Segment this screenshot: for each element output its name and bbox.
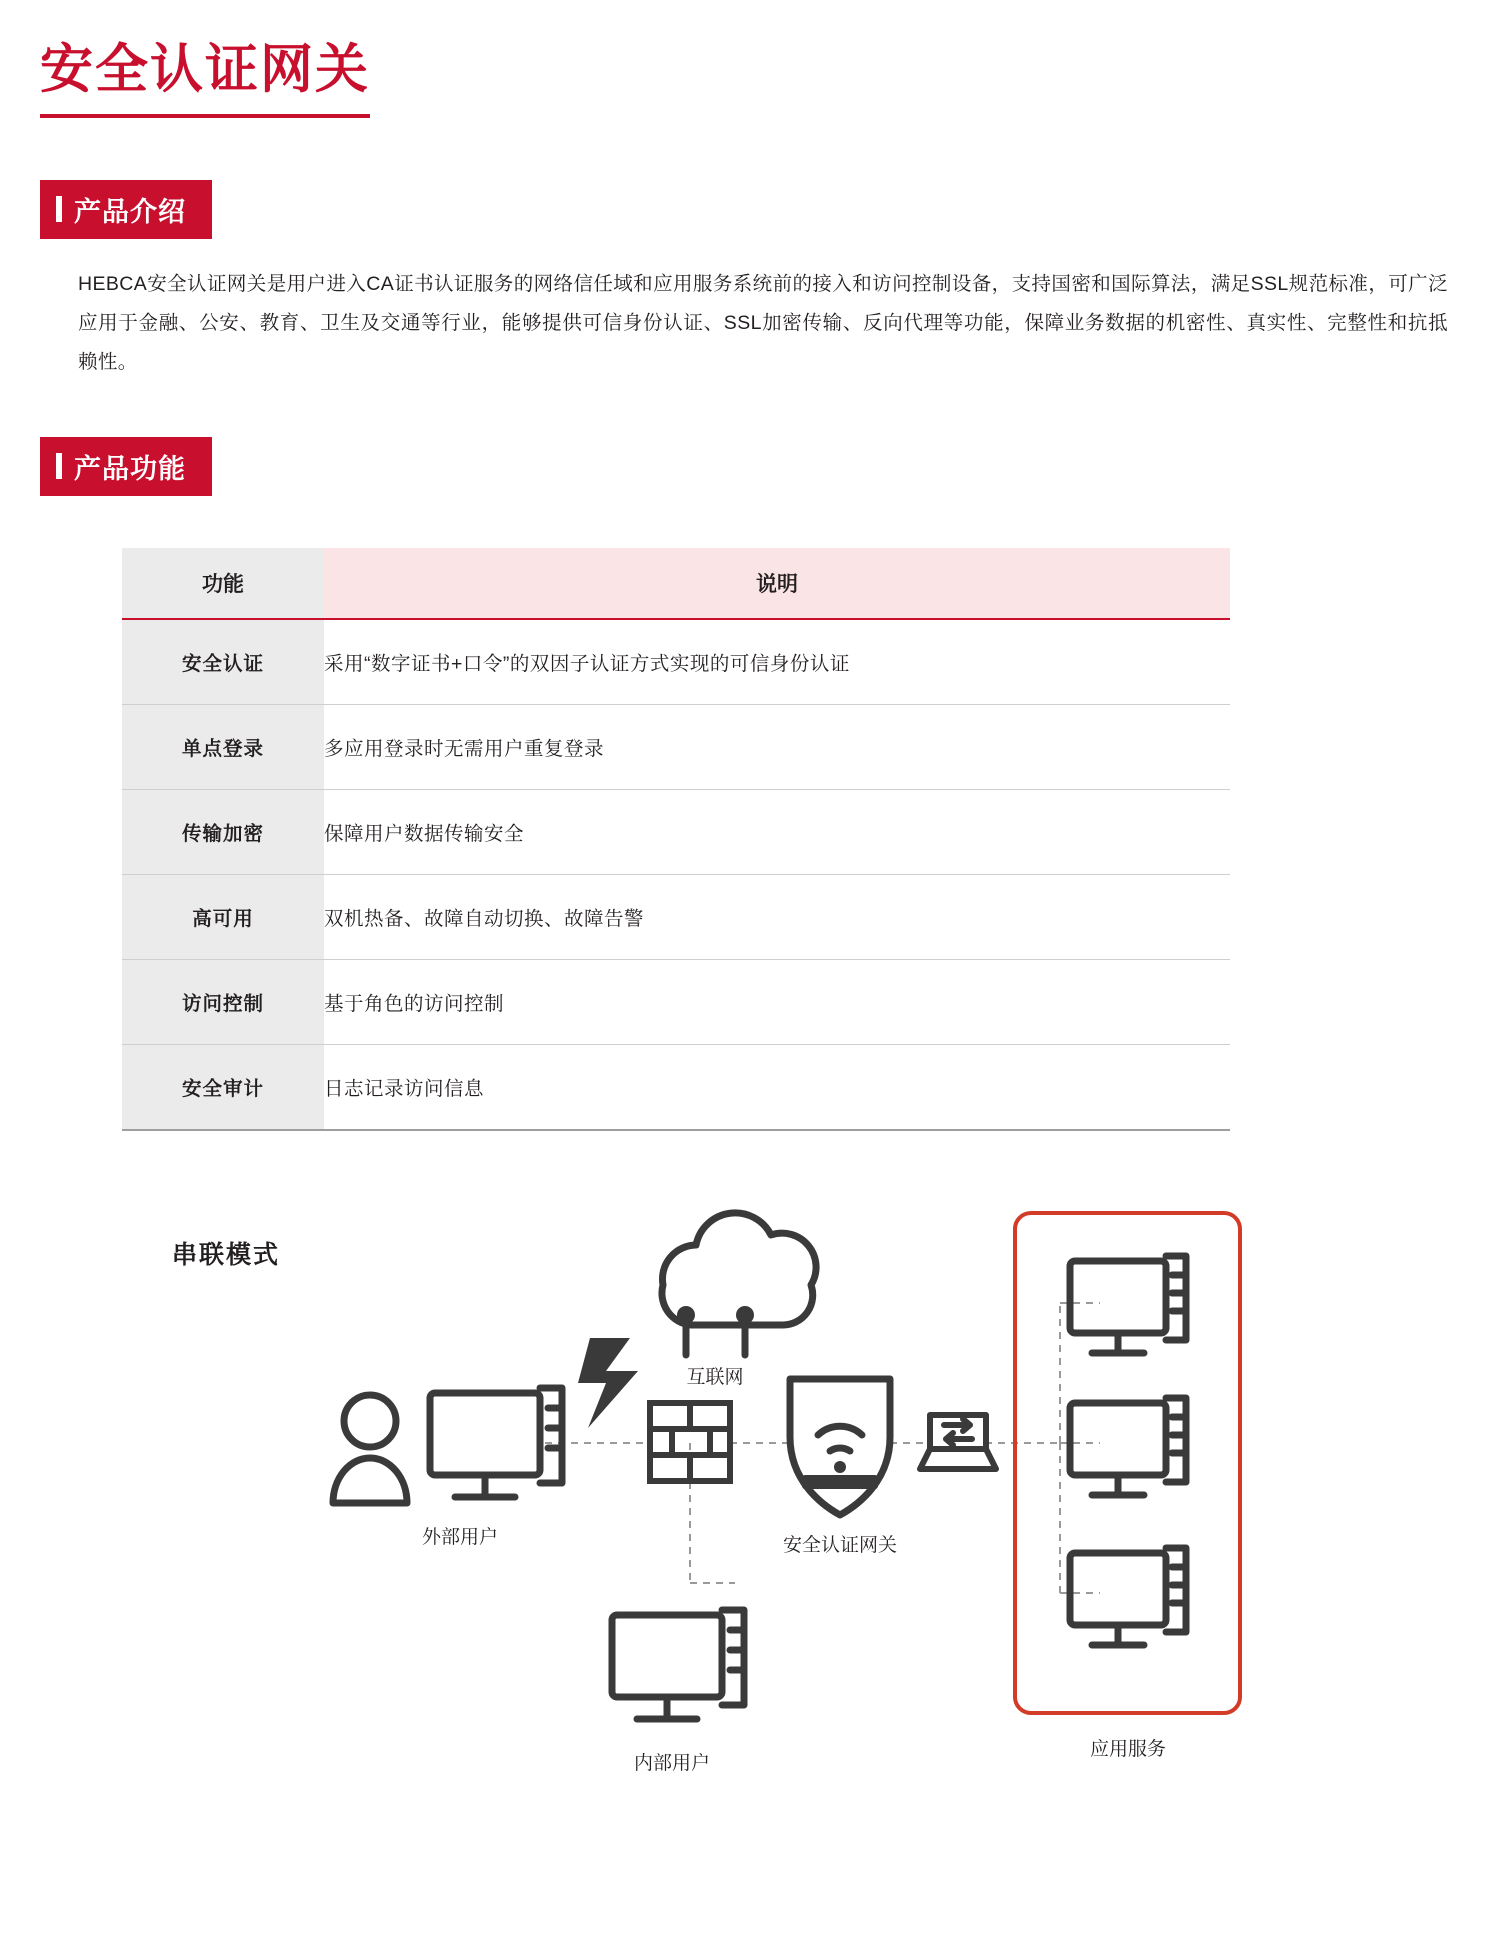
page-title-container: [0, 0, 1500, 118]
functions-table-container: [122, 548, 1452, 1131]
table-cell-description: 采用“数字证书+口令”的双因子认证方式实现的可信身份认证: [324, 619, 1230, 705]
table-cell-description: 基于角色的访问控制: [324, 959, 1230, 1044]
internal-user-icon: [612, 1610, 744, 1719]
internet-icon: [662, 1212, 816, 1354]
table-header-function: 功能: [122, 548, 324, 619]
table-cell-function: 高可用: [122, 874, 324, 959]
table-cell-function: 安全认证: [122, 619, 324, 705]
page-title: 安全认证网关: [40, 38, 370, 118]
section-heading-functions-label: 产品功能: [74, 453, 186, 484]
node-caption-internet: 互联网: [686, 1366, 744, 1388]
table-cell-function: 访问控制: [122, 959, 324, 1044]
table-header-row: [122, 548, 1230, 619]
app-server-icon: [1070, 1398, 1186, 1495]
table-body: [122, 619, 1230, 1130]
security-gateway-icon: [790, 1379, 890, 1515]
table-cell-description: 双机热备、故障自动切换、故障告警: [324, 874, 1230, 959]
table-row: [122, 959, 1230, 1044]
topology-svg: [0, 1203, 1500, 1823]
table-row: [122, 619, 1230, 705]
table-cell-description: 保障用户数据传输安全: [324, 789, 1230, 874]
firewall-icon: [650, 1403, 730, 1481]
table-row: [122, 704, 1230, 789]
table-cell-description: 多应用登录时无需用户重复登录: [324, 704, 1230, 789]
app-service-group-box: [1015, 1213, 1240, 1713]
table-cell-function: 单点登录: [122, 704, 324, 789]
table-cell-description: 日志记录访问信息: [324, 1044, 1230, 1130]
external-user-icon: [333, 1388, 562, 1503]
app-server-icon: [1070, 1548, 1186, 1645]
section-heading-intro-label: 产品介绍: [74, 196, 186, 227]
table-cell-function: 安全审计: [122, 1044, 324, 1130]
section-heading-intro: [40, 180, 212, 239]
table-row: [122, 874, 1230, 959]
functions-table: [122, 548, 1230, 1131]
node-caption-gateway: 安全认证网关: [782, 1534, 898, 1556]
node-caption-internal-user: 内部用户: [633, 1752, 711, 1774]
wireless-link-icon: [578, 1338, 638, 1428]
table-header-description: 说明: [324, 548, 1230, 619]
diagram-title: 串联模式: [172, 1240, 281, 1269]
table-row: [122, 1044, 1230, 1130]
heading-accent-bar: [56, 196, 62, 222]
app-server-icon: [1070, 1256, 1186, 1353]
intro-paragraph: HEBCA安全认证网关是用户进入CA证书认证服务的网络信任域和应用服务系统前的接入和访问控制设备，支持国密和国际算法，满足SSL规范标准，可广泛应用于金融、公安、教育、卫生及交通等行业，能够提供可信身份认证、SSL加密传输、反向代理等功能，保障业务数据的机密性、真实性、完整性和抗抵赖性。: [78, 272, 1448, 373]
table-header: [122, 548, 1230, 619]
table-cell-function: 传输加密: [122, 789, 324, 874]
node-caption-external-user: 外部用户: [421, 1526, 499, 1548]
heading-accent-bar: [56, 453, 62, 479]
section-heading-functions: [40, 437, 212, 496]
table-row: [122, 789, 1230, 874]
topology-diagram: [0, 1203, 1500, 1823]
switch-icon: [920, 1415, 996, 1469]
node-caption-app-service: 应用服务: [1089, 1738, 1167, 1760]
